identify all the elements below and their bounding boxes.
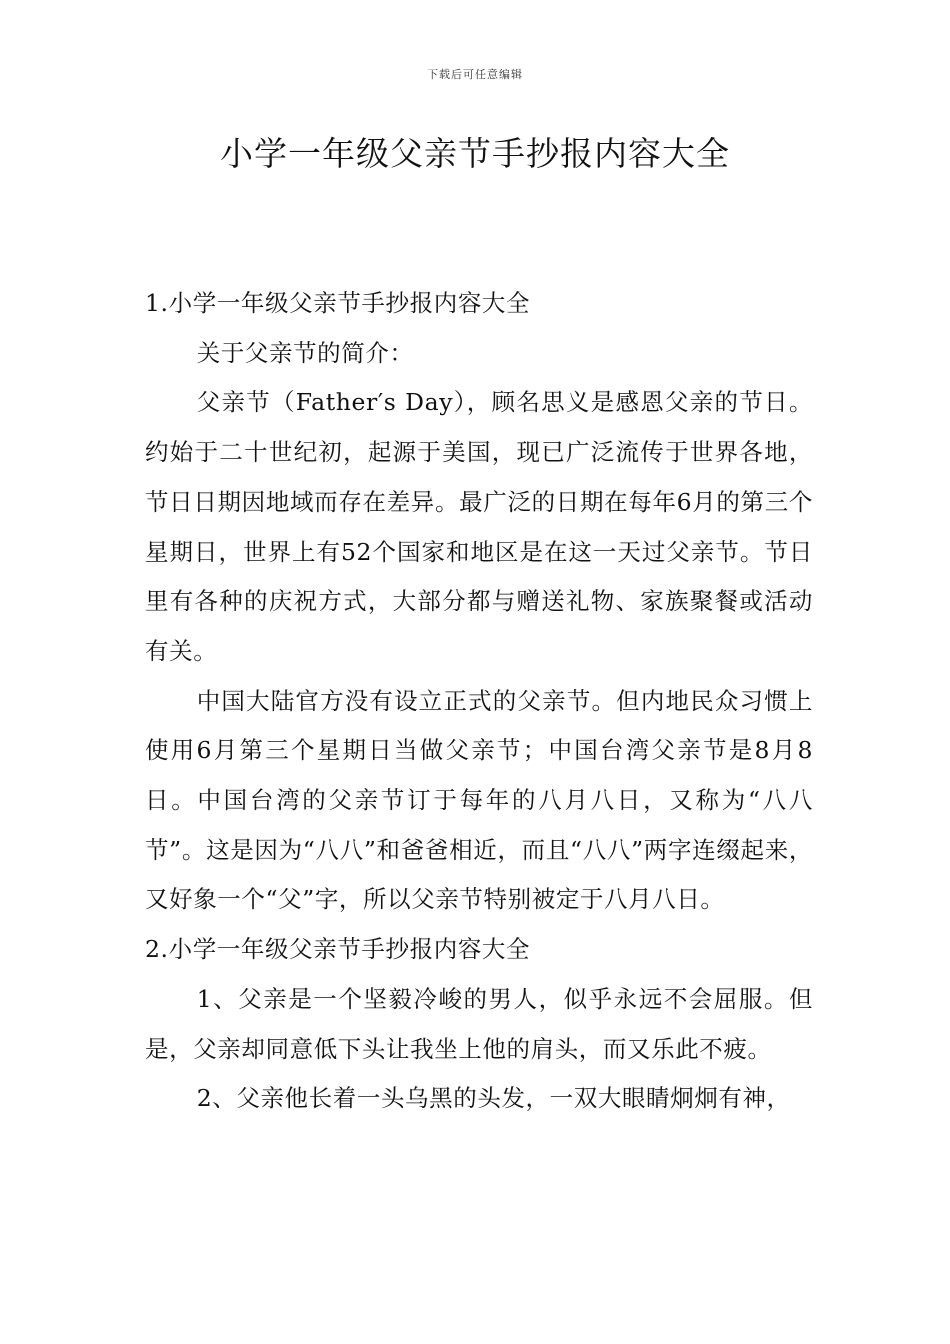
- document-title: 小学一年级父亲节手抄报内容大全: [220, 134, 730, 173]
- paragraph: 2、父亲他长着一头乌黑的头发，一双大眼睛炯炯有神，: [196, 1084, 791, 1113]
- paragraph: 中国大陆官方没有设立正式的父亲节。但内地民众习惯上使用6月第三个星期日当做父亲节；中国台湾父亲节是8月8日。中国台湾的父亲节订于每年的八月八日，又称为“八八节”。这是因为“八八”和爸爸相近，而且“八八”两字连缀起来，又好象一个“父”字，所以父亲节特别被定于八月八日。: [145, 686, 813, 914]
- document-body: [145, 279, 813, 1124]
- section-heading: 2.小学一年级父亲节手抄报内容大全: [145, 935, 531, 964]
- header-note: 下载后可任意编辑: [427, 68, 523, 81]
- paragraph: 1、父亲是一个坚毅冷峻的男人，似乎永远不会屈服。但是，父亲却同意低下头让我坐上他的肩头，而又乐此不疲。: [145, 984, 813, 1063]
- paragraph: 父亲节（Father′s Day），顾名思义是感恩父亲的节日。约始于二十世纪初，起源于美国，现已广泛流传于世界各地，节日日期因地域而存在差异。最广泛的日期在每年6月的第三个星期日，世界上有52个国家和地区是在这一天过父亲节。节日里有各种的庆祝方式，大部分都与赠送礼物、家族聚餐或活动有关。: [145, 388, 813, 665]
- section-heading: 1.小学一年级父亲节手抄报内容大全: [145, 289, 531, 317]
- paragraph: 关于父亲节的简介：: [196, 338, 414, 367]
